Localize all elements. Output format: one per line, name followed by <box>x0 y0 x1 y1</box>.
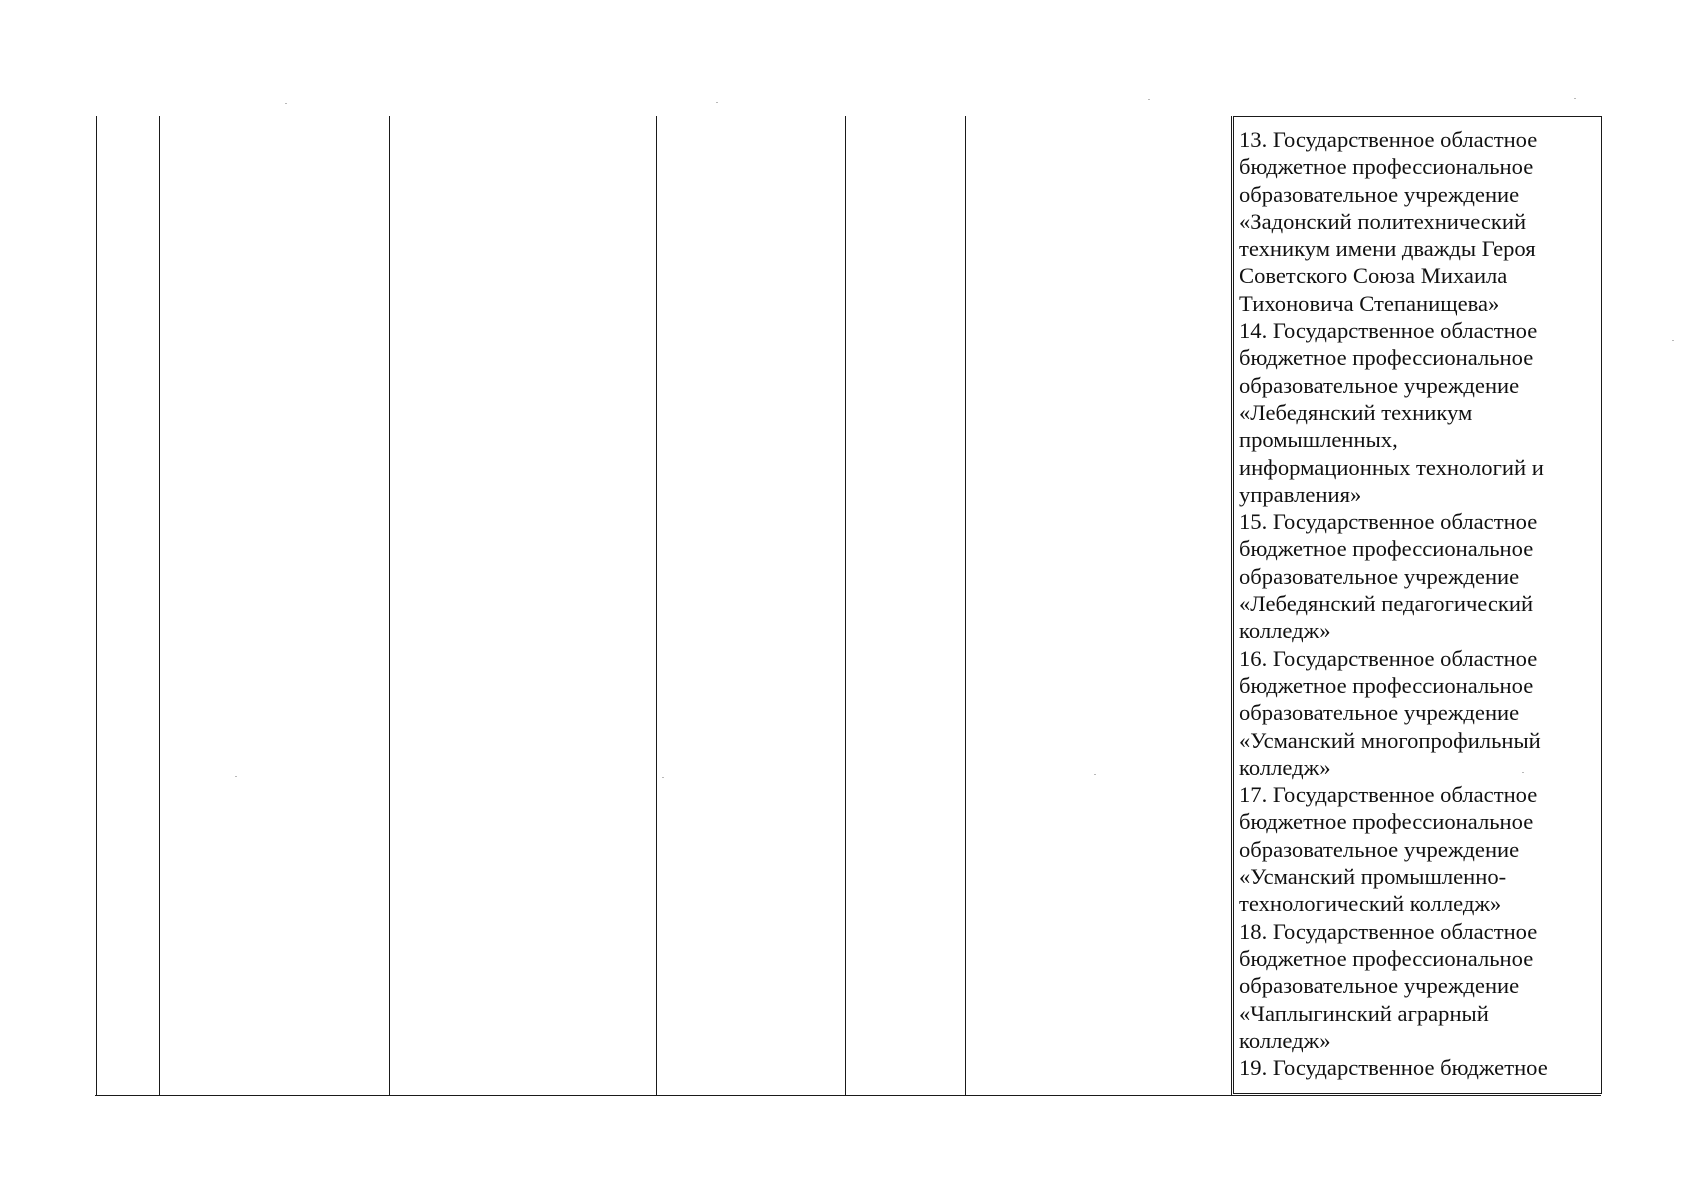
scan-speck <box>1522 772 1524 773</box>
list-line: промышленных, <box>1239 427 1398 453</box>
list-line: колледж» <box>1239 618 1331 644</box>
table-column-border <box>1231 116 1232 1096</box>
list-line: управления» <box>1239 481 1362 507</box>
table-column-border <box>389 116 390 1096</box>
list-line: Советского Союза Михаила <box>1239 263 1508 289</box>
list-line: бюджетное профессиональное <box>1239 154 1534 180</box>
list-line: 16. Государственное областное <box>1239 645 1538 671</box>
scan-speck <box>1094 774 1096 775</box>
list-line: «Чаплыгинский аграрный <box>1239 1000 1489 1026</box>
scan-speck <box>1574 98 1576 99</box>
list-line: 18. Государственное областное <box>1239 918 1538 944</box>
institutions-list <box>1239 126 1599 1081</box>
list-line: бюджетное профессиональное <box>1239 809 1534 835</box>
table-bottom-border <box>95 1095 1601 1096</box>
list-line: бюджетное профессиональное <box>1239 672 1534 698</box>
table-column-border <box>656 116 657 1096</box>
list-line: образовательное учреждение <box>1239 836 1520 862</box>
table-column-border <box>845 116 846 1096</box>
table-column-border <box>159 116 160 1096</box>
scan-speck <box>235 776 237 777</box>
list-line: образовательное учреждение <box>1239 563 1520 589</box>
list-line: 19. Государственное бюджетное <box>1239 1055 1548 1081</box>
list-line: 15. Государственное областное <box>1239 509 1538 535</box>
list-line: бюджетное профессиональное <box>1239 945 1534 971</box>
list-line: «Лебедянский техникум <box>1239 399 1473 425</box>
list-line: 14. Государственное областное <box>1239 318 1538 344</box>
list-line: бюджетное профессиональное <box>1239 536 1534 562</box>
list-line: 17. Государственное областное <box>1239 782 1538 808</box>
list-line: 13. Государственное областное <box>1239 127 1538 152</box>
list-line: «Лебедянский педагогический <box>1239 591 1534 617</box>
list-line: колледж» <box>1239 1027 1331 1053</box>
list-line: Тихоновича Степанищева» <box>1239 290 1500 316</box>
scan-speck <box>1148 99 1150 100</box>
list-line: образовательное учреждение <box>1239 700 1520 726</box>
list-line: технологический колледж» <box>1239 891 1502 917</box>
list-line: образовательное учреждение <box>1239 372 1520 398</box>
list-line: информационных технологий и <box>1239 454 1544 480</box>
list-line: «Задонский политехнический <box>1239 208 1527 234</box>
list-line: образовательное учреждение <box>1239 973 1520 999</box>
list-line: образовательное учреждение <box>1239 181 1520 207</box>
list-line: «Усманский многопрофильный <box>1239 727 1541 753</box>
table-column-border <box>96 116 97 1096</box>
list-line: «Усманский промышленно- <box>1239 864 1507 890</box>
scan-speck <box>1672 340 1674 341</box>
scan-speck <box>662 777 664 778</box>
list-line: техникум имени дважды Героя <box>1239 236 1536 262</box>
list-line: бюджетное профессиональное <box>1239 345 1534 371</box>
scan-speck <box>716 102 718 103</box>
table-column-border <box>965 116 966 1096</box>
scan-speck <box>285 103 287 104</box>
list-line: колледж» <box>1239 754 1331 780</box>
